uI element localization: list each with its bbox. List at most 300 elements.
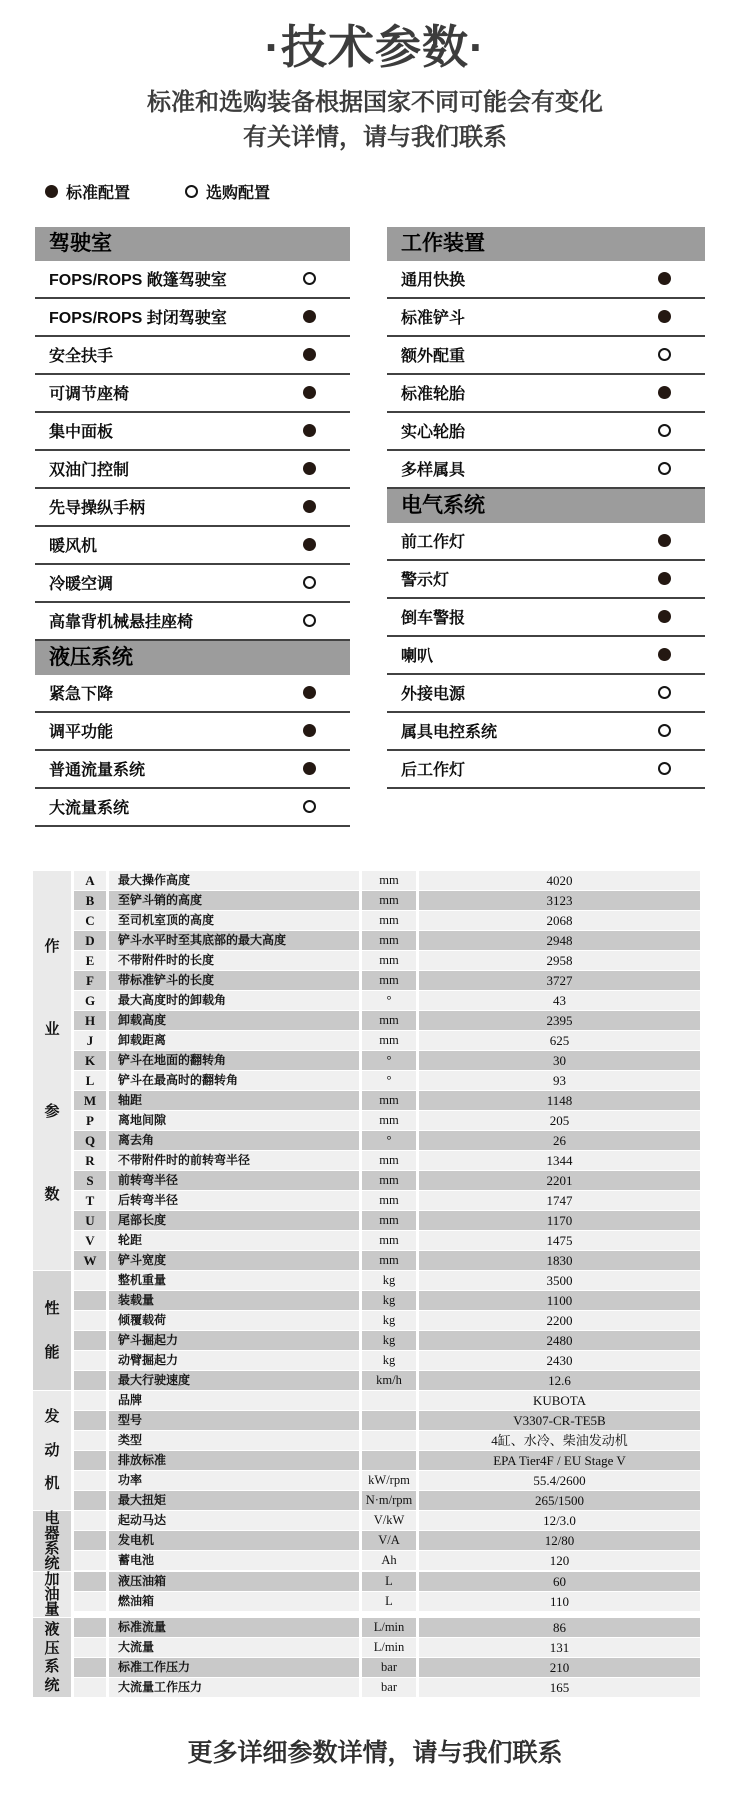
dimension-letter <box>74 1658 106 1677</box>
parameter-unit: mm <box>362 1111 416 1130</box>
parameter-value: 2958 <box>419 951 700 970</box>
equipment-label: 通用快换 <box>401 272 466 290</box>
parameter-value: 26 <box>419 1131 700 1150</box>
parameter-label: 不带附件时的前转弯半径 <box>109 1151 359 1170</box>
parameter-value: 2395 <box>419 1011 700 1030</box>
standard-dot-icon <box>658 648 671 661</box>
parameter-value: EPA Tier4F / EU Stage V <box>419 1451 700 1470</box>
table-row <box>74 911 700 930</box>
equipment-row <box>387 599 705 637</box>
group-label-char: 作 <box>44 937 60 955</box>
equipment-label: 多样属具 <box>401 462 466 480</box>
equipment-row <box>387 713 705 751</box>
dimension-letter <box>74 1271 106 1290</box>
table-row <box>74 951 700 970</box>
equipment-label: 可调节座椅 <box>49 386 130 404</box>
standard-dot-icon <box>303 538 316 551</box>
parameter-label: 整机重量 <box>109 1271 359 1290</box>
parameter-label: 型号 <box>109 1411 359 1430</box>
group-label-char: 加 <box>44 1570 60 1588</box>
parameter-label: 轮距 <box>109 1231 359 1250</box>
parameter-label: 标准流量 <box>109 1618 359 1637</box>
spec-sheet-page <box>0 20 750 1796</box>
parameter-value: 86 <box>419 1618 700 1637</box>
table-row <box>74 1531 700 1550</box>
parameter-unit: ° <box>362 991 416 1010</box>
parameter-unit: mm <box>362 871 416 890</box>
equipment-row <box>35 375 350 413</box>
parameter-value: 43 <box>419 991 700 1010</box>
parameter-label: 不带附件时的长度 <box>109 951 359 970</box>
parameter-label: 起动马达 <box>109 1511 359 1530</box>
parameter-label: 品牌 <box>109 1391 359 1410</box>
table-row <box>74 1251 700 1270</box>
group-label-char: 数 <box>44 1186 60 1204</box>
dimension-letter <box>74 1638 106 1657</box>
equipment-label: FOPS/ROPS 敞篷驾驶室 <box>49 272 227 290</box>
group-label-char: 电 <box>44 1509 60 1527</box>
standard-dot-icon <box>658 534 671 547</box>
table-row <box>74 1011 700 1030</box>
legend-optional <box>185 180 270 203</box>
dimension-letter <box>74 1331 106 1350</box>
parameter-label: 至铲斗销的高度 <box>109 891 359 910</box>
table-group <box>33 1391 700 1510</box>
table-row <box>74 1211 700 1230</box>
group-label-char: 发 <box>44 1408 60 1426</box>
dimension-letter <box>74 1311 106 1330</box>
dimension-letter <box>74 1411 106 1430</box>
parameter-label: 排放标准 <box>109 1451 359 1470</box>
equipment-label: 先导操纵手柄 <box>49 500 146 518</box>
group-label-char: 业 <box>44 1020 60 1038</box>
parameter-unit: kg <box>362 1351 416 1370</box>
section-header: 工作装置 <box>387 227 705 261</box>
dimension-letter <box>74 1371 106 1390</box>
parameter-unit <box>362 1391 416 1410</box>
equipment-row <box>387 523 705 561</box>
table-row <box>74 1271 700 1290</box>
equipment-row <box>35 527 350 565</box>
parameter-value: 1100 <box>419 1291 700 1310</box>
parameter-unit: L <box>362 1592 416 1611</box>
standard-dot-icon <box>658 272 671 285</box>
group-label-char: 性 <box>44 1299 60 1317</box>
standard-dot-icon <box>303 310 316 323</box>
equipment-row <box>35 299 350 337</box>
parameter-value: 4缸、水冷、柴油发动机 <box>419 1431 700 1450</box>
parameter-value: 110 <box>419 1592 700 1611</box>
equipment-row <box>35 603 350 641</box>
table-group-label <box>33 1572 71 1617</box>
parameter-value: 3500 <box>419 1271 700 1290</box>
optional-dot-icon <box>658 724 671 737</box>
parameter-unit: kg <box>362 1331 416 1350</box>
parameter-unit: mm <box>362 951 416 970</box>
table-row <box>74 1131 700 1150</box>
parameter-value: KUBOTA <box>419 1391 700 1410</box>
parameter-label: 倾覆载荷 <box>109 1311 359 1330</box>
parameter-value: 3123 <box>419 891 700 910</box>
equipment-label: 集中面板 <box>49 424 114 442</box>
parameter-unit: km/h <box>362 1371 416 1390</box>
parameter-label: 液压油箱 <box>109 1572 359 1591</box>
parameter-unit: bar <box>362 1658 416 1677</box>
dimension-letter: P <box>74 1111 106 1130</box>
parameter-label: 功率 <box>109 1471 359 1490</box>
parameter-value: 131 <box>419 1638 700 1657</box>
parameter-unit: kg <box>362 1291 416 1310</box>
parameter-value: 12/80 <box>419 1531 700 1550</box>
subtitle-line-1: 标准和选购装备根据国家不同可能会有变化 <box>147 89 603 117</box>
parameter-value: 2068 <box>419 911 700 930</box>
equipment-row <box>35 413 350 451</box>
table-row <box>74 1658 700 1677</box>
dimension-letter: D <box>74 931 106 950</box>
parameter-label: 带标准铲斗的长度 <box>109 971 359 990</box>
equipment-label: 高靠背机械悬挂座椅 <box>49 614 194 632</box>
equipment-label: 外接电源 <box>401 686 466 704</box>
parameter-label: 铲斗宽度 <box>109 1251 359 1270</box>
parameter-label: 离去角 <box>109 1131 359 1150</box>
hollow-dot-icon <box>185 185 198 198</box>
parameter-value: 2480 <box>419 1331 700 1350</box>
table-group-label <box>33 1511 71 1571</box>
equipment-label: 标准轮胎 <box>401 386 466 404</box>
equipment-row <box>387 751 705 789</box>
equipment-row <box>387 337 705 375</box>
optional-dot-icon <box>658 424 671 437</box>
dimension-letter: F <box>74 971 106 990</box>
table-row <box>74 1678 700 1697</box>
dimension-letter: B <box>74 891 106 910</box>
dimension-letter <box>74 1592 106 1611</box>
dimension-letter: E <box>74 951 106 970</box>
group-label-char: 压 <box>44 1639 60 1657</box>
table-group-label <box>33 1271 71 1390</box>
parameter-value: 1344 <box>419 1151 700 1170</box>
optional-dot-icon <box>658 686 671 699</box>
dimension-letter <box>74 1491 106 1510</box>
dimension-letter <box>74 1431 106 1450</box>
equipment-row <box>35 451 350 489</box>
table-group-label <box>33 1618 71 1697</box>
standard-dot-icon <box>658 572 671 585</box>
parameter-value: 12.6 <box>419 1371 700 1390</box>
equipment-label: 暖风机 <box>49 538 98 556</box>
standard-dot-icon <box>303 762 316 775</box>
parameter-label: 动臂掘起力 <box>109 1351 359 1370</box>
table-row <box>74 871 700 890</box>
equipment-label: 喇叭 <box>401 648 434 666</box>
table-row <box>74 1311 700 1330</box>
standard-dot-icon <box>658 610 671 623</box>
parameter-label: 标准工作压力 <box>109 1658 359 1677</box>
equipment-column-left <box>35 227 350 827</box>
optional-dot-icon <box>658 348 671 361</box>
equipment-column-right <box>387 227 705 789</box>
table-group-rows <box>74 1572 700 1617</box>
parameter-unit: mm <box>362 1031 416 1050</box>
table-group <box>33 1572 700 1617</box>
table-row <box>74 1111 700 1130</box>
parameter-label: 卸载高度 <box>109 1011 359 1030</box>
table-group <box>33 1618 700 1697</box>
parameter-unit: L/min <box>362 1638 416 1657</box>
parameter-label: 最大扭矩 <box>109 1491 359 1510</box>
equipment-row <box>35 751 350 789</box>
parameter-unit: Ah <box>362 1551 416 1570</box>
standard-dot-icon <box>303 686 316 699</box>
equipment-row <box>35 713 350 751</box>
table-group-rows <box>74 871 700 1270</box>
dimension-letter: A <box>74 871 106 890</box>
dimension-letter: J <box>74 1031 106 1050</box>
parameter-label: 前转弯半径 <box>109 1171 359 1190</box>
table-row <box>74 1511 700 1530</box>
table-row <box>74 1411 700 1430</box>
parameter-unit: mm <box>362 1151 416 1170</box>
equipment-row <box>387 413 705 451</box>
group-label-char: 参 <box>44 1103 60 1121</box>
optional-dot-icon <box>303 576 316 589</box>
table-row <box>74 1171 700 1190</box>
table-row <box>74 891 700 910</box>
parameter-unit: mm <box>362 891 416 910</box>
parameter-value: 2430 <box>419 1351 700 1370</box>
group-label-char: 能 <box>44 1344 60 1362</box>
subtitle-line-2: 有关详情，请与我们联系 <box>243 123 507 151</box>
parameter-value: 30 <box>419 1051 700 1070</box>
optional-dot-icon <box>303 800 316 813</box>
parameter-unit: mm <box>362 1251 416 1270</box>
equipment-label: 属具电控系统 <box>401 724 498 742</box>
parameter-unit: N·m/rpm <box>362 1491 416 1510</box>
equipment-label: 调平功能 <box>49 724 114 742</box>
table-row <box>74 1618 700 1637</box>
table-row <box>74 1331 700 1350</box>
dimension-letter: S <box>74 1171 106 1190</box>
legend <box>45 180 750 203</box>
equipment-row <box>35 565 350 603</box>
optional-dot-icon <box>658 462 671 475</box>
parameter-value: 2201 <box>419 1171 700 1190</box>
standard-dot-icon <box>303 500 316 513</box>
table-row <box>74 991 700 1010</box>
equipment-columns <box>35 227 705 827</box>
parameter-label: 铲斗掘起力 <box>109 1331 359 1350</box>
parameter-label: 尾部长度 <box>109 1211 359 1230</box>
group-label-char: 系 <box>44 1658 60 1676</box>
parameter-unit: V/kW <box>362 1511 416 1530</box>
equipment-row <box>35 789 350 827</box>
equipment-label: FOPS/ROPS 封闭驾驶室 <box>49 310 227 328</box>
parameter-label: 铲斗水平时至其底部的最大高度 <box>109 931 359 950</box>
dimension-letter: T <box>74 1191 106 1210</box>
table-row <box>74 1091 700 1110</box>
dimension-letter <box>74 1572 106 1591</box>
parameter-unit: V/A <box>362 1531 416 1550</box>
parameter-label: 大流量工作压力 <box>109 1678 359 1697</box>
section-header: 驾驶室 <box>35 227 350 261</box>
dimension-letter: W <box>74 1251 106 1270</box>
table-row <box>74 1051 700 1070</box>
parameter-label: 铲斗在最高时的翻转角 <box>109 1071 359 1090</box>
group-label-char: 统 <box>44 1554 60 1572</box>
equipment-row <box>387 299 705 337</box>
group-label-char: 量 <box>44 1600 60 1618</box>
equipment-label: 警示灯 <box>401 572 450 590</box>
table-row <box>74 1031 700 1050</box>
dimension-letter: U <box>74 1211 106 1230</box>
dimension-letter: K <box>74 1051 106 1070</box>
optional-dot-icon <box>303 614 316 627</box>
parameter-label: 类型 <box>109 1431 359 1450</box>
standard-dot-icon <box>303 386 316 399</box>
equipment-label: 额外配重 <box>401 348 466 366</box>
parameter-unit: L/min <box>362 1618 416 1637</box>
table-group <box>33 1271 700 1390</box>
equipment-label: 大流量系统 <box>49 800 130 818</box>
parameter-value: 1747 <box>419 1191 700 1210</box>
parameter-unit: mm <box>362 931 416 950</box>
footer-note: 更多详细参数详情，请与我们联系 <box>187 1738 563 1767</box>
parameter-label: 燃油箱 <box>109 1592 359 1611</box>
group-label-char: 系 <box>44 1539 60 1557</box>
parameter-value: 60 <box>419 1572 700 1591</box>
table-row <box>74 1151 700 1170</box>
table-row <box>74 1638 700 1657</box>
legend-standard-label: 标准配置 <box>66 184 131 202</box>
parameter-unit: L <box>362 1572 416 1591</box>
dimension-letter <box>74 1531 106 1550</box>
dimension-letter: V <box>74 1231 106 1250</box>
parameter-unit: ° <box>362 1131 416 1150</box>
equipment-row <box>387 561 705 599</box>
table-group-label <box>33 1391 71 1510</box>
table-row <box>74 1191 700 1210</box>
optional-dot-icon <box>658 762 671 775</box>
parameter-label: 最大行驶速度 <box>109 1371 359 1390</box>
parameter-label: 离地间隙 <box>109 1111 359 1130</box>
equipment-row <box>387 675 705 713</box>
parameter-value: 265/1500 <box>419 1491 700 1510</box>
equipment-label: 倒车警报 <box>401 610 466 628</box>
parameter-value: 1830 <box>419 1251 700 1270</box>
dimension-letter <box>74 1351 106 1370</box>
dimension-letter <box>74 1511 106 1530</box>
equipment-row <box>387 451 705 489</box>
parameter-unit: bar <box>362 1678 416 1697</box>
table-row <box>74 1071 700 1090</box>
table-row <box>74 1592 700 1611</box>
parameter-unit: mm <box>362 1211 416 1230</box>
table-row <box>74 971 700 990</box>
parameter-unit: mm <box>362 971 416 990</box>
parameter-unit <box>362 1411 416 1430</box>
table-group-rows <box>74 1618 700 1697</box>
parameter-label: 卸载距离 <box>109 1031 359 1050</box>
equipment-label: 标准铲斗 <box>401 310 466 328</box>
parameter-value: 165 <box>419 1678 700 1697</box>
table-group-rows <box>74 1391 700 1510</box>
parameter-value: 2200 <box>419 1311 700 1330</box>
table-row <box>74 1451 700 1470</box>
parameter-unit: kW/rpm <box>362 1471 416 1490</box>
dimension-letter <box>74 1451 106 1470</box>
parameter-label: 最大高度时的卸载角 <box>109 991 359 1010</box>
parameter-unit: mm <box>362 1171 416 1190</box>
page-title: ·技术参数· <box>264 21 486 73</box>
parameter-value: 1475 <box>419 1231 700 1250</box>
parameter-unit: mm <box>362 1091 416 1110</box>
parameter-value: 4020 <box>419 871 700 890</box>
parameter-value: 625 <box>419 1031 700 1050</box>
table-row <box>74 1391 700 1410</box>
group-label-char: 动 <box>44 1441 60 1459</box>
equipment-label: 实心轮胎 <box>401 424 466 442</box>
equipment-label: 冷暖空调 <box>49 576 114 594</box>
group-label-char: 液 <box>44 1620 60 1638</box>
section-header: 液压系统 <box>35 641 350 675</box>
equipment-row <box>35 337 350 375</box>
equipment-row <box>387 375 705 413</box>
legend-optional-label: 选购配置 <box>206 184 271 202</box>
equipment-label: 普通流量系统 <box>49 762 146 780</box>
dimension-letter: M <box>74 1091 106 1110</box>
equipment-label: 双油门控制 <box>49 462 130 480</box>
table-group <box>33 1511 700 1571</box>
parameter-value: 3727 <box>419 971 700 990</box>
parameter-value: 12/3.0 <box>419 1511 700 1530</box>
parameter-label: 发电机 <box>109 1531 359 1550</box>
parameter-unit <box>362 1431 416 1450</box>
table-group-rows <box>74 1511 700 1571</box>
parameter-value: 120 <box>419 1551 700 1570</box>
parameter-value: 1170 <box>419 1211 700 1230</box>
equipment-label: 前工作灯 <box>401 534 466 552</box>
parameter-unit: kg <box>362 1271 416 1290</box>
equipment-row <box>387 261 705 299</box>
optional-dot-icon <box>303 272 316 285</box>
parameter-label: 最大操作高度 <box>109 871 359 890</box>
parameter-unit: mm <box>362 911 416 930</box>
table-row <box>74 1291 700 1310</box>
parameter-value: 55.4/2600 <box>419 1471 700 1490</box>
parameter-label: 轴距 <box>109 1091 359 1110</box>
table-row <box>74 1491 700 1510</box>
table-row <box>74 1371 700 1390</box>
group-label-char: 油 <box>44 1585 60 1603</box>
legend-standard <box>45 180 130 203</box>
parameter-value: 210 <box>419 1658 700 1677</box>
table-row <box>74 1351 700 1370</box>
parameter-label: 至司机室顶的高度 <box>109 911 359 930</box>
table-row <box>74 1431 700 1450</box>
table-group-rows <box>74 1271 700 1390</box>
parameter-unit: ° <box>362 1071 416 1090</box>
parameter-unit: mm <box>362 1011 416 1030</box>
table-row <box>74 931 700 950</box>
dimension-letter: L <box>74 1071 106 1090</box>
dimension-letter: G <box>74 991 106 1010</box>
dimension-letter: Q <box>74 1131 106 1150</box>
parameter-unit: mm <box>362 1191 416 1210</box>
parameter-unit: ° <box>362 1051 416 1070</box>
dimension-letter <box>74 1678 106 1697</box>
table-row <box>74 1231 700 1250</box>
standard-dot-icon <box>303 724 316 737</box>
